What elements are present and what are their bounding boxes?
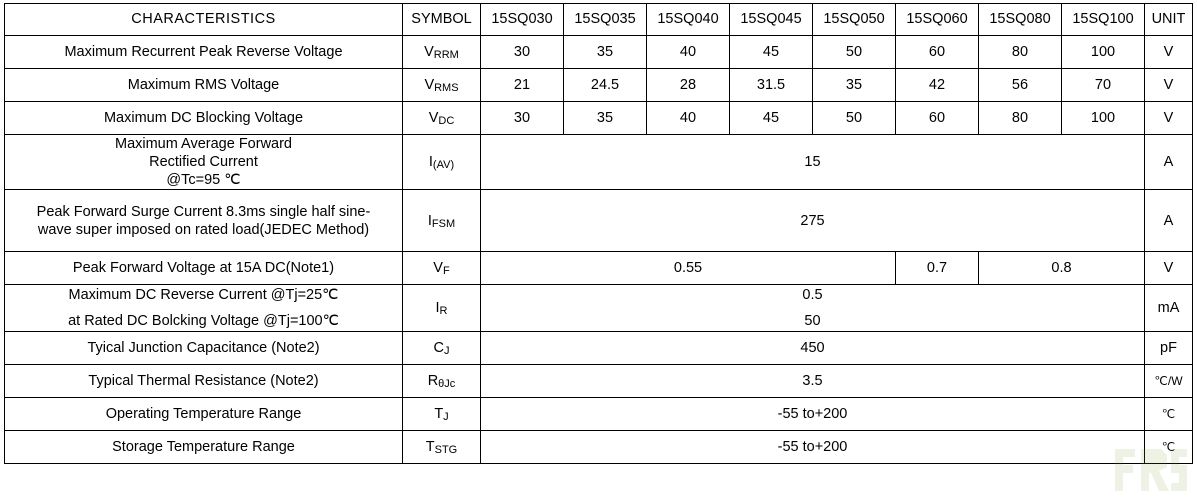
row-symbol: $V_{RRM}$ xyxy=(403,36,481,69)
column-header-unit: UNIT xyxy=(1145,4,1193,36)
row-value: 31.5 xyxy=(730,69,813,102)
table-row xyxy=(5,69,1193,102)
row-value: 40 xyxy=(647,36,730,69)
row-symbol: $V_{RMS}$ xyxy=(403,69,481,102)
row-value-group-b: 0.7 xyxy=(896,252,979,285)
row-value: 35 xyxy=(564,102,647,135)
row-unit: V xyxy=(1145,102,1193,135)
row-unit: V xyxy=(1145,69,1193,102)
table-row xyxy=(5,102,1193,135)
table-row xyxy=(5,332,1193,365)
row-symbol: $I_{FSM}$ xyxy=(403,190,481,252)
row-value-merged: -55 to+200 xyxy=(481,398,1145,431)
column-header-part-6: 15SQ080 xyxy=(979,4,1062,36)
table-row xyxy=(5,431,1193,464)
row-unit: ℃ xyxy=(1145,398,1193,431)
table-row xyxy=(5,398,1193,431)
table-row xyxy=(5,190,1193,252)
table-row xyxy=(5,365,1193,398)
row-value-merged: 15 xyxy=(481,135,1145,190)
row-characteristic: Typical Thermal Resistance (Note2) xyxy=(5,365,403,398)
row-value-merged xyxy=(481,285,1145,332)
row-characteristic: Maximum RMS Voltage xyxy=(5,69,403,102)
row-value-group-a: 0.55 xyxy=(481,252,896,285)
row-value: 45 xyxy=(730,102,813,135)
column-header-part-0: 15SQ030 xyxy=(481,4,564,36)
row-symbol: $C_J$ xyxy=(403,332,481,365)
row-characteristic: Peak Forward Voltage at 15A DC(Note1) xyxy=(5,252,403,285)
row-symbol: $V_F$ xyxy=(403,252,481,285)
table-row xyxy=(5,252,1193,285)
row-unit: V xyxy=(1145,36,1193,69)
column-header-symbol: SYMBOL xyxy=(403,4,481,36)
row-value: 28 xyxy=(647,69,730,102)
row-value-merged: 3.5 xyxy=(481,365,1145,398)
row-value: 80 xyxy=(979,102,1062,135)
row-symbol: $I_{(AV)}$ xyxy=(403,135,481,190)
row-characteristic xyxy=(5,285,403,332)
row-value: 100 xyxy=(1062,102,1145,135)
row-value-merged: -55 to+200 xyxy=(481,431,1145,464)
row-value: 56 xyxy=(979,69,1062,102)
row-value: 100 xyxy=(1062,36,1145,69)
column-header-part-4: 15SQ050 xyxy=(813,4,896,36)
row-characteristic xyxy=(5,190,403,252)
row-characteristic: Operating Temperature Range xyxy=(5,398,403,431)
row-value: 30 xyxy=(481,102,564,135)
column-header-part-3: 15SQ045 xyxy=(730,4,813,36)
row-value: 60 xyxy=(896,102,979,135)
row-characteristic: Maximum Recurrent Peak Reverse Voltage xyxy=(5,36,403,69)
characteristics-table xyxy=(4,3,1193,464)
column-header-part-5: 15SQ060 xyxy=(896,4,979,36)
row-characteristic: Storage Temperature Range xyxy=(5,431,403,464)
row-value: 60 xyxy=(896,36,979,69)
row-value: 35 xyxy=(564,36,647,69)
column-header-part-2: 15SQ040 xyxy=(647,4,730,36)
row-unit: V xyxy=(1145,252,1193,285)
row-characteristic-line1: Maximum DC Reverse Current @Tj=25℃ xyxy=(68,287,339,304)
row-characteristic: Tyical Junction Capacitance (Note2) xyxy=(5,332,403,365)
row-value: 80 xyxy=(979,36,1062,69)
row-symbol: $T_{STG}$ xyxy=(403,431,481,464)
row-value: 70 xyxy=(1062,69,1145,102)
row-value-group-c: 0.8 xyxy=(979,252,1145,285)
row-value: 40 xyxy=(647,102,730,135)
row-value: 45 xyxy=(730,36,813,69)
row-value: 50 xyxy=(813,36,896,69)
row-value: 21 xyxy=(481,69,564,102)
row-characteristic-line2: at Rated DC Bolcking Voltage @Tj=100℃ xyxy=(68,313,339,330)
column-header-part-1: 15SQ035 xyxy=(564,4,647,36)
row-characteristic-line2: wave super imposed on rated load(JEDEC Method) xyxy=(37,221,370,238)
table-header-row xyxy=(5,4,1193,36)
row-value: 35 xyxy=(813,69,896,102)
row-value-line1: 0.5 xyxy=(802,287,823,304)
row-value: 30 xyxy=(481,36,564,69)
row-characteristic-line1: Maximum Average Forward xyxy=(114,136,293,152)
column-header-part-7: 15SQ100 xyxy=(1062,4,1145,36)
row-value-merged: 450 xyxy=(481,332,1145,365)
row-symbol: $R_{\theta Jc}$ xyxy=(403,365,481,398)
row-value: 50 xyxy=(813,102,896,135)
row-unit: A xyxy=(1145,190,1193,252)
table-title: CHARACTERISTICS xyxy=(5,4,403,36)
table-row xyxy=(5,36,1193,69)
row-characteristic: Maximum DC Blocking Voltage xyxy=(5,102,403,135)
row-unit: A xyxy=(1145,135,1193,190)
table-row xyxy=(5,135,1193,190)
row-value: 24.5 xyxy=(564,69,647,102)
table-row xyxy=(5,285,1193,332)
row-value: 42 xyxy=(896,69,979,102)
row-symbol: $I_R$ xyxy=(403,285,481,332)
row-characteristic-line2: Rectified Current @Tc=95 ℃ xyxy=(149,154,258,189)
row-value-merged: 275 xyxy=(481,190,1145,252)
row-symbol: $V_{DC}$ xyxy=(403,102,481,135)
row-symbol: $T_J$ xyxy=(403,398,481,431)
row-unit: ℃ xyxy=(1145,431,1193,464)
row-value-line2: 50 xyxy=(804,313,821,330)
row-unit: mA xyxy=(1145,285,1193,332)
row-characteristic-line1: Peak Forward Surge Current 8.3ms single half sine- xyxy=(36,203,371,220)
row-unit: ℃/W xyxy=(1145,365,1193,398)
row-unit: pF xyxy=(1145,332,1193,365)
row-characteristic xyxy=(5,135,403,190)
